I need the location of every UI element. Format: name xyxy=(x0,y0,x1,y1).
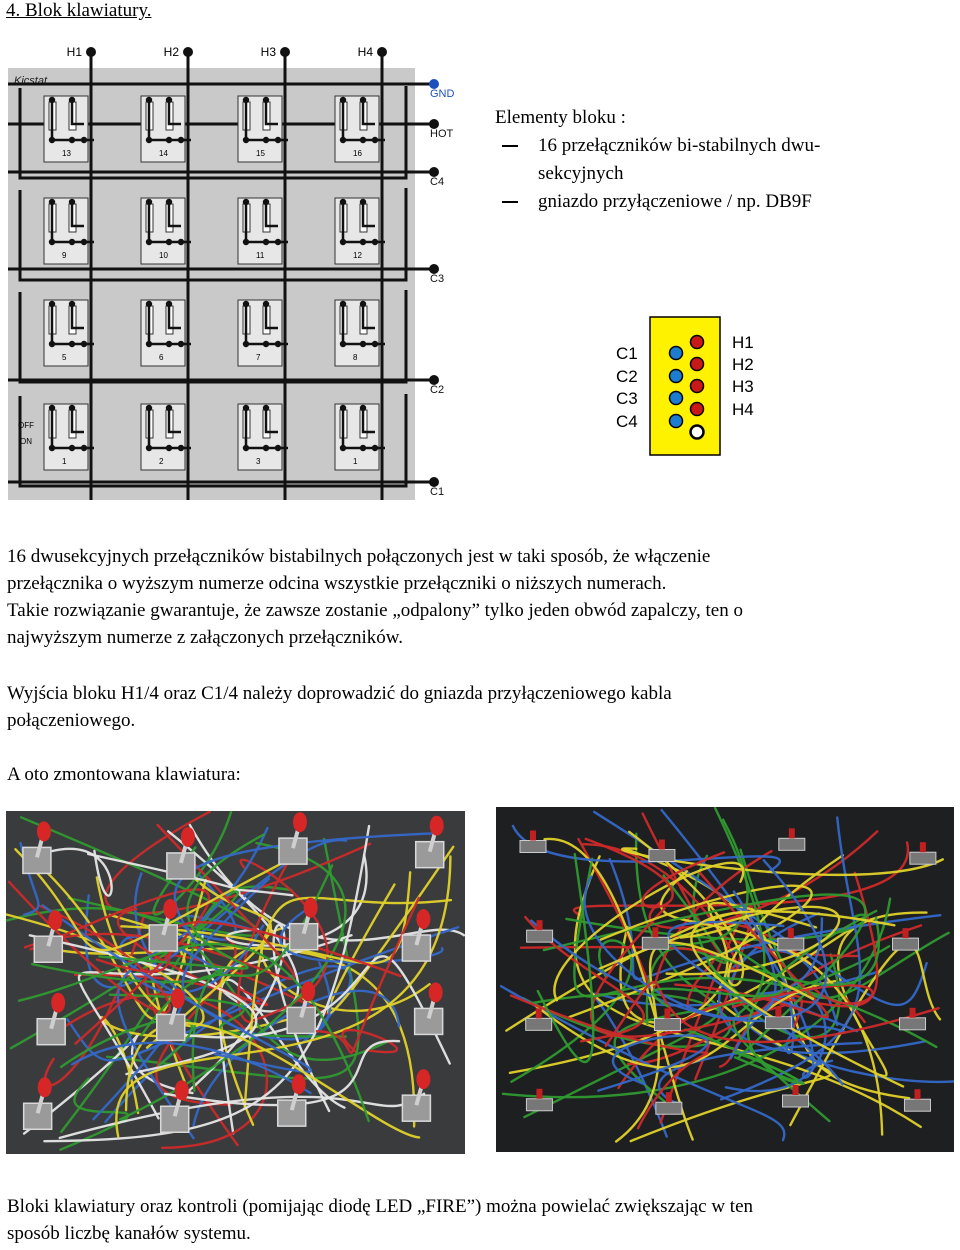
solder-dot xyxy=(275,239,281,245)
switch-lever xyxy=(920,842,926,852)
solder-dot xyxy=(146,97,152,103)
solder-dot xyxy=(81,239,87,245)
dash-bullet xyxy=(502,201,518,203)
solder-dot xyxy=(263,239,269,245)
paragraph-description xyxy=(7,543,947,651)
solder-dot xyxy=(340,137,346,143)
pin-blue xyxy=(670,347,683,360)
column-label: H2 xyxy=(163,45,179,59)
solder-dot xyxy=(69,301,75,307)
db9-connector-diagram xyxy=(600,316,780,460)
connector-left-label: C4 xyxy=(616,412,638,431)
row-label: C2 xyxy=(430,384,445,396)
pin-blue xyxy=(670,415,683,428)
solder-dot xyxy=(166,137,172,143)
solder-dot xyxy=(69,239,75,245)
switch-lever xyxy=(793,1085,799,1095)
connector-right-label: H4 xyxy=(732,400,754,419)
paragraph-line: A oto zmontowana klawiatura: xyxy=(7,764,241,785)
switch-cap xyxy=(292,1074,306,1094)
switch-cap xyxy=(181,827,195,847)
caption-line: Bloki klawiatury oraz kontroli (pomijając diodę LED „FIRE”) można powielać zwiększając w ten xyxy=(7,1196,754,1217)
solder-dot xyxy=(166,239,172,245)
solder-dot xyxy=(146,405,152,411)
solder-dot xyxy=(166,301,172,307)
list-item-line: gniazdo przyłączeniowe / np. DB9F xyxy=(538,191,812,212)
solder-dot xyxy=(178,239,184,245)
solder-dot xyxy=(49,199,55,205)
pin-red xyxy=(691,380,704,393)
switch-number: 12 xyxy=(353,251,362,260)
switch-cap xyxy=(51,993,65,1013)
solder-dot xyxy=(166,199,172,205)
switch-lever xyxy=(789,828,795,838)
solder-dot xyxy=(243,301,249,307)
solder-dot xyxy=(166,341,172,347)
solder-dot xyxy=(81,137,87,143)
solder-dot xyxy=(178,341,184,347)
solder-dot xyxy=(243,239,249,245)
switch-body xyxy=(904,1099,930,1111)
switch-lever xyxy=(910,1008,916,1018)
solder-dot xyxy=(243,137,249,143)
solder-dot xyxy=(340,97,346,103)
list-item xyxy=(495,132,820,188)
solder-dot xyxy=(146,341,152,347)
caption xyxy=(7,1193,947,1247)
connector-right-label: H1 xyxy=(732,333,754,352)
row-label: C1 xyxy=(430,486,445,498)
solder-dot xyxy=(340,445,346,451)
switch-body xyxy=(642,937,668,949)
row-label: C4 xyxy=(430,176,445,188)
switch-cap xyxy=(304,898,318,918)
terminal-dot xyxy=(280,47,290,57)
switch-body xyxy=(654,1019,680,1031)
switch-lever xyxy=(659,839,665,849)
switch-body xyxy=(526,1099,552,1111)
switch-number: 6 xyxy=(159,353,164,362)
on-label: ON xyxy=(20,437,32,446)
switch-body xyxy=(779,838,805,850)
switch-number: 1 xyxy=(62,457,67,466)
row-label: HOT xyxy=(430,128,454,140)
switch-number: 2 xyxy=(159,457,164,466)
paragraph-line: najwyższym numerze z załączonych przełączników. xyxy=(7,627,403,648)
solder-dot xyxy=(243,445,249,451)
paragraph-line: Takie rozwiązanie gwarantuje, że zawsze zostanie „odpalony” tylko jeden obwód zapalczy, ten o xyxy=(7,600,743,621)
solder-dot xyxy=(243,199,249,205)
pin-red xyxy=(691,336,704,349)
switch-cap xyxy=(48,910,62,930)
switch-cap xyxy=(38,1077,52,1097)
switch-cap xyxy=(416,909,430,929)
switch-body xyxy=(520,840,546,852)
paragraph-line: 16 dwusekcyjnych przełączników bistabilnych połączonych jest w taki sposób, że włączenie xyxy=(7,546,711,567)
switch-body xyxy=(765,1017,791,1029)
connector-left-label: C2 xyxy=(616,367,638,386)
switch-lever xyxy=(666,1092,672,1102)
switch-lever xyxy=(536,1089,542,1099)
elements-title: Elementy bloku : xyxy=(495,107,626,128)
connector-right-label: H3 xyxy=(732,377,754,396)
solder-dot xyxy=(69,199,75,205)
solder-dot xyxy=(372,341,378,347)
list-item-line: sekcyjnych xyxy=(538,163,624,184)
solder-dot xyxy=(146,239,152,245)
terminal-dot xyxy=(377,47,387,57)
solder-dot xyxy=(340,301,346,307)
switch-number: 5 xyxy=(62,353,67,362)
schematic-drawing xyxy=(6,38,466,502)
switch-number: 15 xyxy=(256,149,265,158)
switch-cap xyxy=(171,988,185,1008)
terminal-dot xyxy=(86,47,96,57)
row-label: GND xyxy=(430,88,455,100)
connector-drawing xyxy=(600,316,780,460)
solder-dot xyxy=(340,239,346,245)
switch-lever xyxy=(664,1009,670,1019)
solder-dot xyxy=(263,137,269,143)
switch-number: 9 xyxy=(62,251,67,260)
solder-dot xyxy=(69,405,75,411)
switch-lever xyxy=(914,1089,920,1099)
pin-red xyxy=(691,403,704,416)
switch-body xyxy=(893,938,919,950)
switch-cap xyxy=(301,981,315,1001)
assembled-keyboard-photo-1 xyxy=(6,811,465,1154)
switch-cap xyxy=(429,982,443,1002)
switch-number: 7 xyxy=(256,353,261,362)
switch-number: 10 xyxy=(159,251,168,260)
switch-cap xyxy=(416,1069,430,1089)
solder-dot xyxy=(166,97,172,103)
solder-dot xyxy=(360,97,366,103)
solder-dot xyxy=(340,405,346,411)
column-label: H3 xyxy=(260,45,276,59)
solder-dot xyxy=(69,137,75,143)
terminal-dot xyxy=(183,47,193,57)
solder-dot xyxy=(372,239,378,245)
section-heading: 4. Blok klawiatury. xyxy=(6,0,152,21)
switch-number: 16 xyxy=(353,149,362,158)
assembled-keyboard-photo-2 xyxy=(496,807,954,1152)
switch-lever xyxy=(788,928,794,938)
pin-red xyxy=(691,358,704,371)
switch-cap xyxy=(175,1080,189,1100)
schematic-logo: Kicstat xyxy=(14,75,48,87)
switch-number: 1 xyxy=(353,457,358,466)
connector-right-label: H2 xyxy=(732,355,754,374)
solder-dot xyxy=(360,199,366,205)
switch-body xyxy=(783,1095,809,1107)
switch-body xyxy=(527,930,553,942)
caption-line: sposób liczbę kanałów systemu. xyxy=(7,1223,251,1244)
switch-number: 8 xyxy=(353,353,358,362)
switch-matrix-schematic xyxy=(6,38,466,502)
solder-dot xyxy=(372,137,378,143)
solder-dot xyxy=(49,97,55,103)
switch-body xyxy=(910,852,936,864)
solder-dot xyxy=(360,445,366,451)
solder-dot xyxy=(360,239,366,245)
switch-cap xyxy=(163,899,177,919)
switch-lever xyxy=(536,1008,542,1018)
solder-dot xyxy=(49,239,55,245)
pin-blue xyxy=(670,392,683,405)
solder-dot xyxy=(81,341,87,347)
solder-dot xyxy=(263,301,269,307)
paragraph-line: Wyjścia bloku H1/4 oraz C1/4 należy doprowadzić do gniazda przyłączeniowego kabla xyxy=(7,683,672,704)
solder-dot xyxy=(360,301,366,307)
solder-dot xyxy=(263,97,269,103)
solder-dot xyxy=(340,199,346,205)
connector-left-label: C1 xyxy=(616,344,638,363)
photo-drawing xyxy=(6,811,465,1154)
solder-dot xyxy=(81,445,87,451)
switch-lever xyxy=(537,920,543,930)
photo-drawing xyxy=(496,807,954,1152)
solder-dot xyxy=(275,445,281,451)
solder-dot xyxy=(275,137,281,143)
solder-dot xyxy=(49,341,55,347)
solder-dot xyxy=(166,405,172,411)
switch-lever xyxy=(903,928,909,938)
solder-dot xyxy=(49,405,55,411)
switch-body xyxy=(649,849,675,861)
switch-cap xyxy=(293,812,307,832)
row-label: C3 xyxy=(430,273,445,285)
pin-blue xyxy=(670,370,683,383)
switch-number: 14 xyxy=(159,149,168,158)
solder-dot xyxy=(340,341,346,347)
column-label: H4 xyxy=(357,45,373,59)
switch-number: 3 xyxy=(256,457,261,466)
switch-cap xyxy=(37,821,51,841)
switch-number: 11 xyxy=(256,251,265,260)
pin-white xyxy=(691,426,704,439)
solder-dot xyxy=(243,97,249,103)
solder-dot xyxy=(49,301,55,307)
solder-dot xyxy=(263,405,269,411)
solder-dot xyxy=(275,341,281,347)
solder-dot xyxy=(49,445,55,451)
list-item-line: 16 przełączników bi-stabilnych dwu- xyxy=(538,135,821,156)
column-label: H1 xyxy=(66,45,82,59)
paragraph-line: przełącznika o wyższym numerze odcina wszystkie przełączniki o niższych numerach. xyxy=(7,573,667,594)
paragraph-line: połączeniowego. xyxy=(7,710,136,731)
solder-dot xyxy=(243,341,249,347)
connector-left-label: C3 xyxy=(616,389,638,408)
switch-cap xyxy=(430,816,444,836)
solder-dot xyxy=(146,137,152,143)
connector-body xyxy=(650,317,720,455)
paragraph-assembled xyxy=(7,761,947,788)
solder-dot xyxy=(263,445,269,451)
list-item xyxy=(495,188,820,216)
solder-dot xyxy=(146,301,152,307)
switch-body xyxy=(778,938,804,950)
switch-lever xyxy=(775,1007,781,1017)
solder-dot xyxy=(69,97,75,103)
solder-dot xyxy=(69,445,75,451)
switch-body xyxy=(656,1102,682,1114)
solder-dot xyxy=(372,445,378,451)
solder-dot xyxy=(49,137,55,143)
switch-number: 13 xyxy=(62,149,71,158)
off-label: OFF xyxy=(18,421,34,430)
solder-dot xyxy=(178,445,184,451)
solder-dot xyxy=(360,405,366,411)
solder-dot xyxy=(178,137,184,143)
paragraph-outputs xyxy=(7,680,947,734)
switch-lever xyxy=(652,927,658,937)
solder-dot xyxy=(166,445,172,451)
solder-dot xyxy=(263,341,269,347)
switch-lever xyxy=(530,830,536,840)
solder-dot xyxy=(243,405,249,411)
elements-list xyxy=(495,104,820,216)
switch-body xyxy=(900,1018,926,1030)
switch-body xyxy=(526,1018,552,1030)
solder-dot xyxy=(146,199,152,205)
solder-dot xyxy=(263,199,269,205)
solder-dot xyxy=(360,341,366,347)
solder-dot xyxy=(69,341,75,347)
solder-dot xyxy=(146,445,152,451)
solder-dot xyxy=(360,137,366,143)
dash-bullet xyxy=(502,145,518,147)
